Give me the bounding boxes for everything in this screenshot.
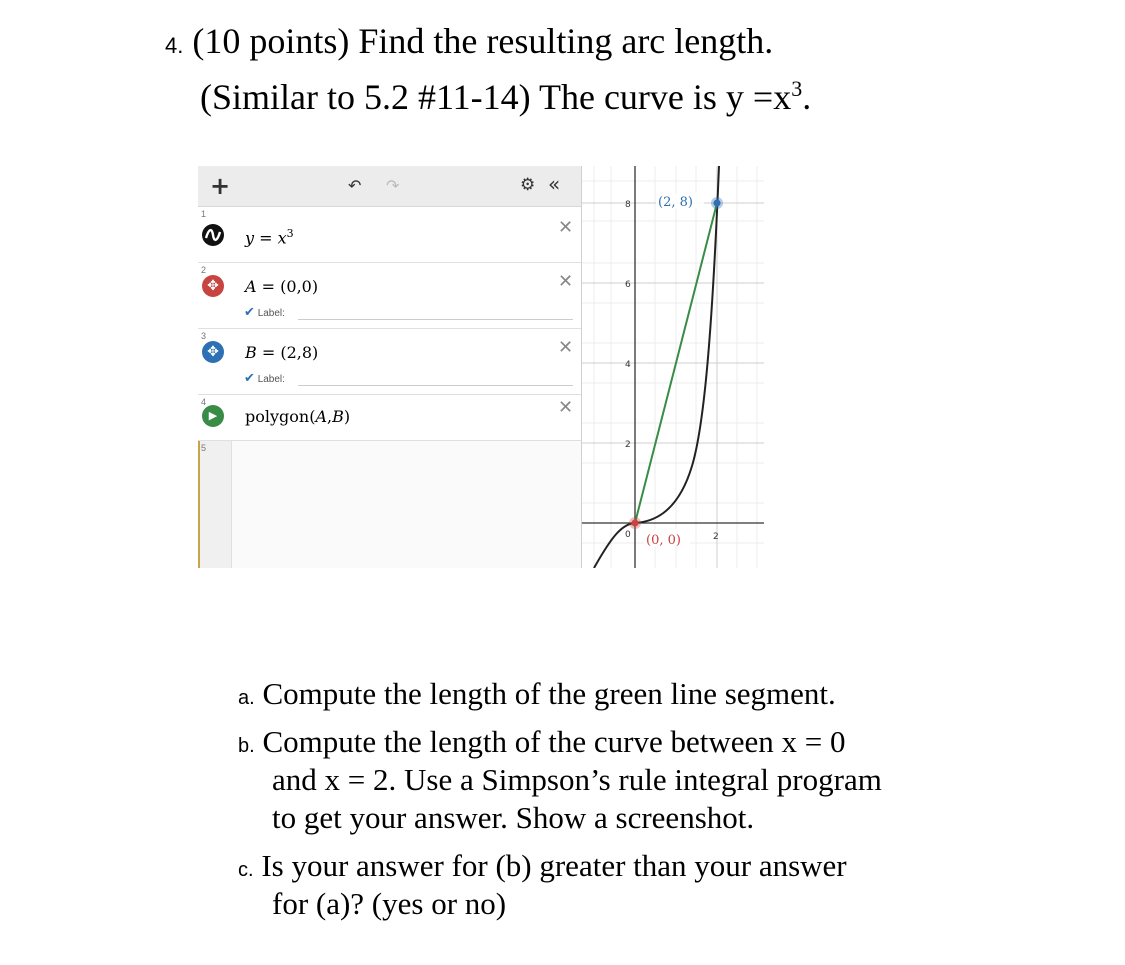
- paren-open: (: [309, 407, 316, 426]
- expression-row-5[interactable]: [198, 441, 581, 471]
- label-option[interactable]: [244, 371, 285, 386]
- row-number: 3: [201, 331, 207, 341]
- expression-row-1[interactable]: [198, 207, 581, 263]
- redo-icon[interactable]: ↷: [386, 176, 400, 195]
- checkbox-checked-icon[interactable]: ✔: [244, 371, 255, 386]
- expression-point-b[interactable]: [245, 343, 318, 362]
- point-name: B: [245, 343, 257, 362]
- move-point-icon[interactable]: ✥: [202, 341, 224, 363]
- undo-icon[interactable]: ↶: [348, 176, 362, 195]
- expression-toolbar: [198, 166, 581, 207]
- curve-y-x3: [594, 166, 719, 568]
- label-input-line[interactable]: [298, 319, 573, 320]
- delete-icon[interactable]: ✕: [558, 397, 574, 418]
- add-expression-icon[interactable]: +: [210, 172, 231, 200]
- row-number: 1: [201, 209, 207, 219]
- question-subtitle-exponent: 3: [791, 76, 803, 101]
- polygon-play-icon[interactable]: ▶: [202, 405, 224, 427]
- question-subtitle-text: (Similar to 5.2 #11-14) The curve is y =x: [200, 77, 792, 117]
- collapse-list-icon[interactable]: «: [548, 172, 561, 196]
- part-b: [238, 723, 846, 765]
- part-a: [238, 675, 836, 717]
- expr-lhs: y: [245, 228, 255, 248]
- point-a-label: (0, 0): [646, 533, 681, 548]
- row-number: 2: [201, 265, 207, 275]
- checkbox-checked-icon[interactable]: ✔: [244, 305, 255, 320]
- part-letter: a.: [238, 687, 255, 709]
- part-b-line-2: and x = 2. Use a Simpson’s rule integral program: [272, 762, 882, 797]
- y-tick-4: 4: [625, 360, 631, 370]
- row-number: 5: [201, 443, 207, 453]
- delete-icon[interactable]: ✕: [558, 217, 574, 238]
- comma: ,: [327, 407, 333, 426]
- label-option[interactable]: [244, 305, 285, 320]
- point-value: (0,0): [280, 277, 319, 296]
- paren-close: ): [343, 407, 351, 426]
- y-tick-6: 6: [625, 280, 631, 290]
- point-b[interactable]: [714, 200, 721, 207]
- label-input-line[interactable]: [298, 385, 573, 386]
- arg-1: A: [315, 407, 328, 426]
- x-tick-0: 0: [625, 530, 631, 540]
- question-subtitle: [200, 66, 811, 120]
- part-c-line-1: Is your answer for (b) greater than your answer: [261, 848, 847, 883]
- arg-2: B: [332, 407, 344, 426]
- part-a-line-1: Compute the length of the green line segment.: [262, 676, 836, 711]
- question-subtitle-period: .: [802, 77, 812, 117]
- gear-icon[interactable]: ⚙: [520, 175, 536, 195]
- expression-y-x3[interactable]: [245, 227, 294, 247]
- label-text: Label:: [257, 308, 285, 319]
- question-number: 4.: [165, 33, 184, 58]
- point-a[interactable]: [632, 520, 639, 527]
- desmos-screenshot: [198, 166, 764, 568]
- expression-row-3[interactable]: [198, 329, 581, 395]
- delete-icon[interactable]: ✕: [558, 337, 574, 358]
- graph-area[interactable]: [581, 166, 764, 568]
- move-point-icon[interactable]: ✥: [202, 275, 224, 297]
- expression-polygon[interactable]: [245, 407, 350, 426]
- part-b-line-3: to get your answer. Show a screenshot.: [272, 800, 755, 835]
- expression-point-a[interactable]: [245, 277, 318, 296]
- expr-eq: =: [254, 228, 278, 248]
- x-tick-2: 2: [713, 532, 719, 542]
- part-c-line-2: for (a)? (yes or no): [272, 886, 507, 921]
- func-name: polygon: [245, 407, 310, 426]
- label-text: Label:: [257, 374, 285, 385]
- row-number: 4: [201, 397, 207, 407]
- y-tick-8: 8: [625, 200, 631, 210]
- graph-svg: [582, 166, 764, 568]
- curve-wave-icon[interactable]: [202, 224, 224, 246]
- expression-row-2[interactable]: [198, 263, 581, 329]
- part-letter: c.: [238, 859, 254, 881]
- expr-eq: =: [256, 343, 281, 362]
- part-b-line-1: Compute the length of the curve between x = 0: [262, 724, 846, 759]
- point-value: (2,8): [280, 343, 319, 362]
- question-header: [165, 18, 773, 69]
- point-name: A: [245, 277, 257, 296]
- part-letter: b.: [238, 735, 255, 757]
- expression-row-4[interactable]: [198, 395, 581, 441]
- expr-eq: =: [256, 277, 281, 296]
- y-tick-2: 2: [625, 440, 631, 450]
- delete-icon[interactable]: ✕: [558, 271, 574, 292]
- part-c: [238, 847, 847, 889]
- question-title: (10 points) Find the resulting arc length.: [192, 21, 774, 61]
- expression-list: [198, 166, 581, 568]
- expr-exp: 3: [286, 227, 294, 240]
- point-b-label: (2, 8): [658, 195, 693, 210]
- expr-base: x: [277, 228, 287, 248]
